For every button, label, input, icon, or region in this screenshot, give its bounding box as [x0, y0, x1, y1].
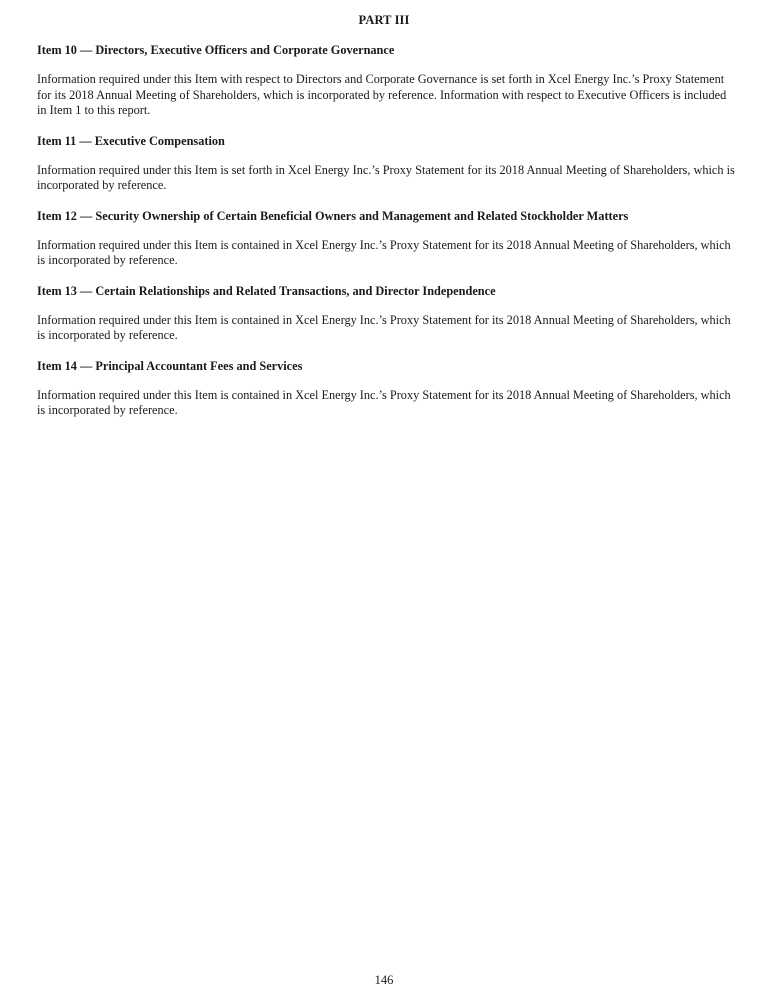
- item-heading: Item 10 — Directors, Executive Officers and Corporate Governance: [37, 43, 395, 57]
- item-heading: Item 14 — Principal Accountant Fees and Services: [37, 358, 303, 373]
- item-heading: Item 13 — Certain Relationships and Related Transactions, and Director Independence: [37, 283, 496, 298]
- item-12-section: [37, 209, 737, 269]
- item-11-section: [37, 134, 737, 194]
- page-number: 146: [374, 973, 394, 987]
- item-body: Information required under this Item is contained in Xcel Energy Inc.’s Proxy Statement for its 2018 Annual Meeting of Shareholders, which is incorporated by reference.: [37, 312, 731, 342]
- item-body: Information required under this Item is contained in Xcel Energy Inc.’s Proxy Statement for its 2018 Annual Meeting of Shareholders, which is incorporated by reference.: [37, 387, 731, 417]
- document-content: [37, 43, 737, 434]
- item-13-section: [37, 284, 737, 344]
- item-body: Information required under this Item is set forth in Xcel Energy Inc.’s Proxy Statement for its 2018 Annual Meeting of Shareholders, which is incorporated by reference.: [37, 162, 735, 192]
- item-heading: Item 11 — Executive Compensation: [37, 133, 225, 148]
- item-10-section: [37, 43, 737, 119]
- part-title: PART III: [358, 13, 410, 27]
- item-heading: Item 12 — Security Ownership of Certain Beneficial Owners and Management and Related Stockholder Matters: [37, 208, 629, 223]
- item-body: Information required under this Item is contained in Xcel Energy Inc.’s Proxy Statement for its 2018 Annual Meeting of Shareholders, which is incorporated by reference.: [37, 237, 731, 267]
- item-body: Information required under this Item with respect to Directors and Corporate Governance is set forth in Xcel Energy Inc.’s Proxy Statement for its 2018 Annual Meeting of Shareholders, which is incorporated by reference. Information with respect to Executive Officers is included in Item 1 to this report.: [37, 72, 727, 117]
- item-14-section: [37, 359, 737, 419]
